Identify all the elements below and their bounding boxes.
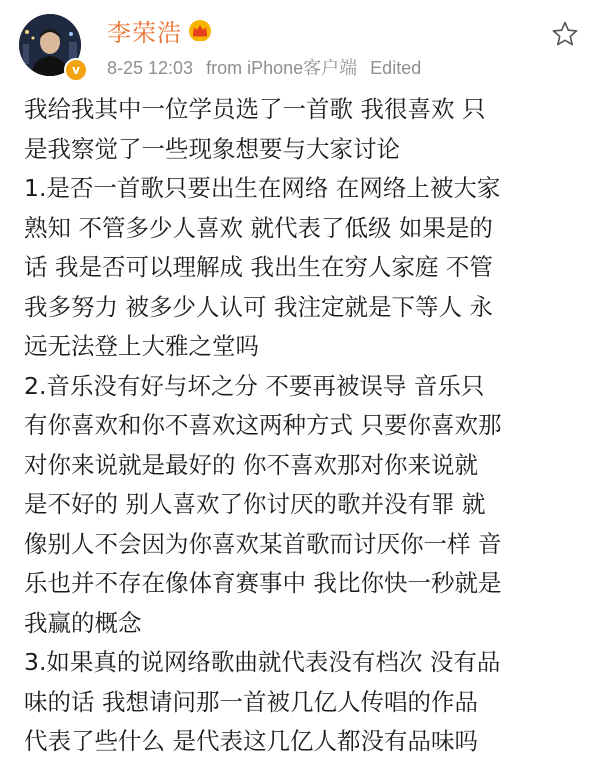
post-text-line: 我多努力 被多少人认可 我注定就是下等人 永 (24, 292, 493, 321)
post-text-line: 话 我是否可以理解成 我出生在穷人家庭 不管 (24, 253, 493, 281)
post-text-line: 有你喜欢和你不喜欢这两种方式 只要你喜欢那 (24, 411, 502, 439)
post-text-line: 味的话 我想请问那一首被几亿人传唱的作品 (24, 687, 478, 716)
username-row (107, 14, 212, 46)
post-text-line: 是我察觉了一些现象想要与大家讨论 (24, 134, 400, 163)
verified-badge-icon: v (64, 58, 88, 82)
post-text-line: 1.是否一首歌只要出生在网络 在网络上被大家 (24, 174, 501, 202)
post-time: 8-25 12:03 (107, 58, 194, 78)
post-text-line: 对你来说就是最好的 你不喜欢那对你来说就 (24, 450, 478, 479)
post-text-line: 3.如果真的说网络歌曲就代表没有档次 没有品 (24, 648, 501, 676)
edited-label[interactable]: Edited (370, 58, 422, 78)
post-source: from iPhone客户端 (206, 58, 358, 78)
post-text-line: 代表了些什么 是代表这几亿人都没有品味吗 (24, 727, 478, 755)
post-text-line: 像别人不会因为你喜欢某首歌而讨厌你一样 音 (24, 529, 502, 558)
avatar[interactable] (19, 14, 81, 76)
post-text-line: 乐也并不存在像体育赛事中 我比你快一秒就是 (24, 569, 502, 597)
post-meta (107, 54, 429, 80)
username[interactable]: 李荣浩 (107, 18, 182, 47)
post-text-line: 是不好的 别人喜欢了你讨厌的歌并没有罪 就 (24, 490, 486, 518)
post-header (0, 0, 600, 90)
post-text-line: 我赢的概念 (24, 608, 142, 637)
post-body (24, 90, 584, 762)
star-outline-icon[interactable] (551, 20, 579, 48)
post-text-line: 我给我其中一位学员选了一首歌 我很喜欢 只 (24, 95, 486, 123)
post-text-line: 远无法登上大雅之堂吗 (24, 332, 259, 360)
post-text-line: 熟知 不管多少人喜欢 就代表了低级 如果是的 (24, 213, 493, 242)
crown-icon (188, 19, 212, 41)
post-text-line: 2.音乐没有好与坏之分 不要再被误导 音乐只 (24, 371, 485, 400)
